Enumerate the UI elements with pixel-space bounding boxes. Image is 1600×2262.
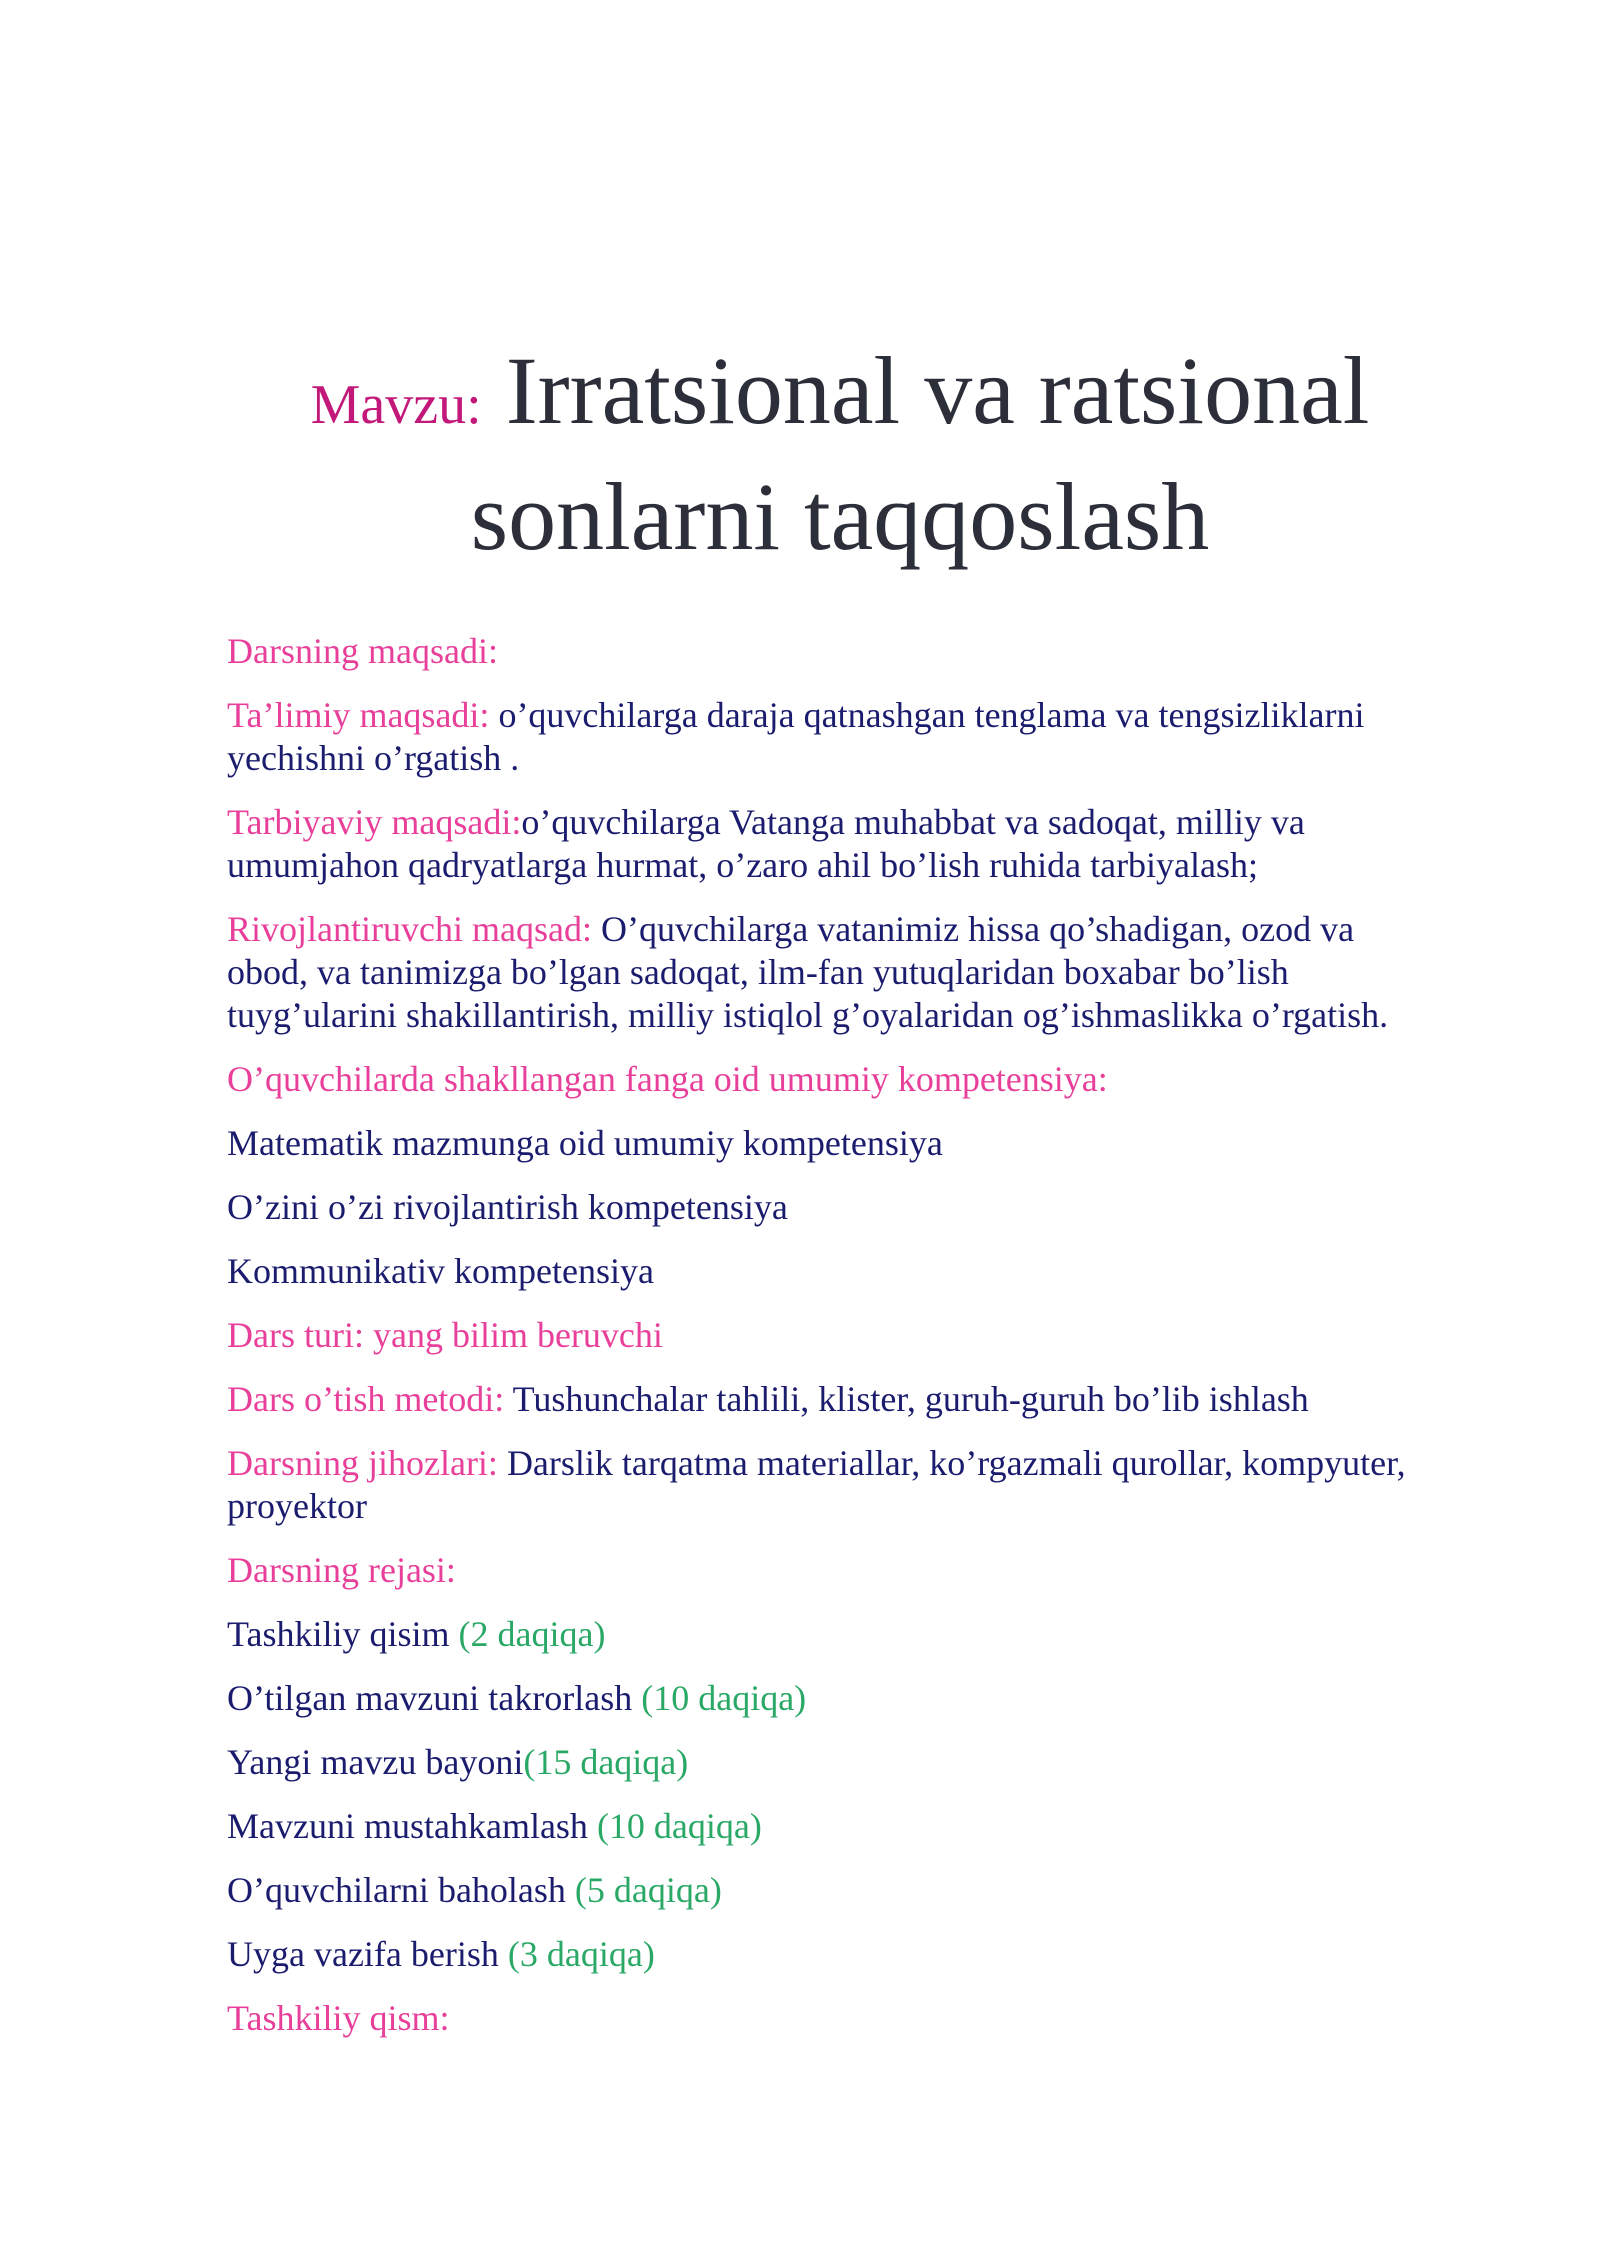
educational-goal-text: o’quvchilarga daraja qatnashgan tenglama va tengsizliklarni	[489, 695, 1365, 735]
page-title	[40, 335, 1600, 573]
lesson-equipment-text-2: proyektor	[227, 1486, 367, 1526]
plan-item-time: (15 daqiqa)	[523, 1742, 689, 1782]
plan-item-label: Uyga vazifa berish	[227, 1934, 508, 1974]
competence-item: Matematik mazmunga oid umumiy kompetensiya	[227, 1123, 943, 1163]
plan-item-label: Yangi mavzu bayoni	[227, 1742, 524, 1782]
upbringing-goal-text: o’quvchilarga Vatanga muhabbat va sadoqat, milliy va	[521, 802, 1305, 842]
title-text-1: Irratsional va ratsional	[505, 337, 1370, 444]
developmental-goal-text-3: tuyg’ularini shakillantirish, milliy istiqlol g’oyalaridan og’ishmaslikka o’rgatish.	[227, 995, 1389, 1035]
plan-item	[227, 1869, 1497, 1912]
upbringing-goal-label: Tarbiyaviy maqsadi:	[227, 802, 522, 842]
educational-goal-label: Ta’limiy maqsadi:	[227, 695, 490, 735]
plan-item-time: (10 daqiqa)	[641, 1678, 807, 1718]
plan-item-time: (5 daqiqa)	[574, 1870, 722, 1910]
competence-heading: O’quvchilarda shakllangan fanga oid umumiy kompetensiya:	[227, 1059, 1108, 1099]
lesson-equipment-label: Darsning jihozlari:	[227, 1443, 498, 1483]
plan-item	[227, 1613, 1497, 1656]
plan-heading: Darsning rejasi:	[227, 1550, 456, 1590]
plan-item-time: (2 daqiqa)	[458, 1614, 606, 1654]
teaching-method	[227, 1378, 1497, 1421]
developmental-goal-text-2: obod, va tanimizga bo’lgan sadoqat, ilm-fan yutuqlaridan boxabar bo’lish	[227, 952, 1289, 992]
developmental-goal-label: Rivojlantiruvchi maqsad:	[227, 909, 592, 949]
title-label: Mavzu:	[310, 374, 482, 436]
plan-item-label: O’tilgan mavzuni takrorlash	[227, 1678, 642, 1718]
document-body	[227, 630, 1497, 2061]
upbringing-goal-text-2: umumjahon qadryatlarga hurmat, o’zaro ahil bo’lish ruhida tarbiyalash;	[227, 845, 1259, 885]
lesson-type: Dars turi: yang bilim beruvchi	[227, 1315, 663, 1355]
title-text-2: sonlarni taqqoslash	[470, 463, 1210, 570]
lesson-equipment-text: Darslik tarqatma materiallar, ko’rgazmali qurollar, kompyuter,	[497, 1443, 1406, 1483]
developmental-goal-text: O’quvchilarga vatanimiz hissa qo’shadigan, ozod va	[591, 909, 1355, 949]
plan-item	[227, 1805, 1497, 1848]
plan-item-label: O’quvchilarni baholash	[227, 1870, 575, 1910]
lesson-equipment	[227, 1442, 1497, 1528]
plan-item	[227, 1933, 1497, 1976]
plan-item-label: Tashkiliy qisim	[227, 1614, 459, 1654]
plan-item-time: (10 daqiqa)	[596, 1806, 762, 1846]
educational-goal-text-2: yechishni o’rgatish .	[227, 738, 520, 778]
upbringing-goal	[227, 801, 1497, 887]
competence-item: O’zini o’zi rivojlantirish kompetensiya	[227, 1187, 788, 1227]
organizational-heading: Tashkiliy qism:	[227, 1998, 450, 2038]
plan-item-label: Mavzuni mustahkamlash	[227, 1806, 597, 1846]
competence-item: Kommunikativ kompetensiya	[227, 1251, 654, 1291]
developmental-goal	[227, 908, 1497, 1037]
teaching-method-label: Dars o’tish metodi:	[227, 1379, 505, 1419]
plan-item	[227, 1677, 1497, 1720]
educational-goal	[227, 694, 1497, 780]
teaching-method-text: Tushunchalar tahlili, klister, guruh-guruh bo’lib ishlash	[504, 1379, 1309, 1419]
goals-heading: Darsning maqsadi:	[227, 631, 498, 671]
plan-item	[227, 1741, 1497, 1784]
plan-item-time: (3 daqiqa)	[507, 1934, 655, 1974]
title-line-1	[40, 335, 1600, 461]
